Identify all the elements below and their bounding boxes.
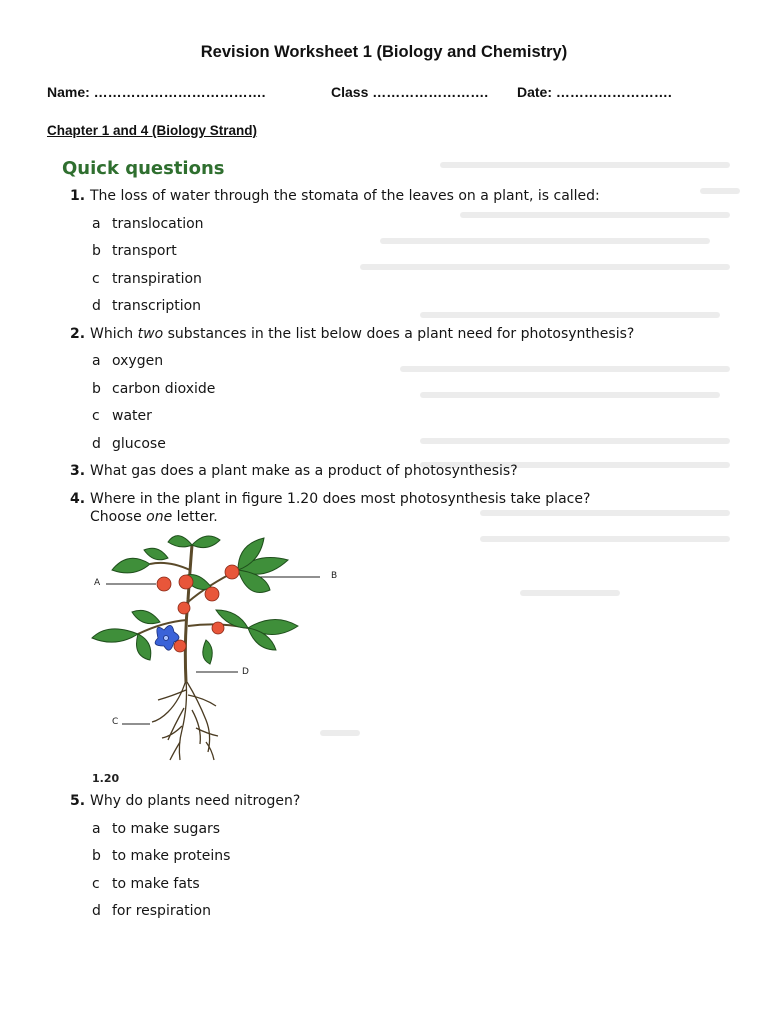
figure-label-d: D	[242, 667, 249, 677]
bleed-through-line	[400, 366, 730, 372]
question-5	[70, 793, 300, 809]
bleed-through-line	[440, 162, 730, 168]
question-number: 3.	[70, 463, 86, 479]
question-number: 1.	[70, 188, 86, 204]
bleed-through-line	[420, 392, 720, 398]
option-text: transport	[112, 243, 177, 259]
option-letter: d	[92, 298, 101, 314]
name-field: Name: ……………………………….	[47, 84, 266, 100]
question-number: 2.	[70, 326, 86, 342]
bleed-through-line	[700, 188, 740, 194]
bleed-through-line	[380, 238, 710, 244]
bleed-through-line	[520, 590, 620, 596]
figure-label-a: A	[94, 578, 101, 588]
option-1a	[92, 216, 204, 232]
bleed-through-line	[420, 438, 730, 444]
option-text: to make fats	[112, 876, 200, 892]
option-text: translocation	[112, 216, 204, 232]
question-number: 4.	[70, 491, 86, 507]
option-text: water	[112, 408, 152, 424]
option-text: glucose	[112, 436, 166, 452]
bleed-through-line	[420, 312, 720, 318]
option-text: transpiration	[112, 271, 202, 287]
question-text-emphasis: two	[137, 326, 164, 342]
question-text: Which	[90, 326, 138, 342]
figure-caption: 1.20	[92, 772, 120, 785]
option-text: oxygen	[112, 353, 164, 369]
class-field: Class …………………….	[331, 84, 489, 100]
question-text: What gas does a plant make as a product of photosynthesis?	[90, 463, 518, 479]
page-title: Revision Worksheet 1 (Biology and Chemistry)	[200, 43, 568, 61]
instruction-text: Choose	[90, 509, 147, 525]
option-letter: b	[92, 848, 101, 864]
bleed-through-line	[360, 264, 730, 270]
question-number: 5.	[70, 793, 86, 809]
scanned-questions	[0, 150, 768, 940]
instruction-emphasis: one	[146, 509, 173, 525]
option-letter: b	[92, 381, 101, 397]
option-5a	[92, 821, 220, 837]
option-letter: b	[92, 243, 101, 259]
option-text: for respiration	[112, 903, 211, 919]
option-text: transcription	[112, 298, 202, 314]
option-5c	[92, 876, 200, 892]
option-letter: d	[92, 903, 101, 919]
leaves	[92, 536, 298, 664]
question-4-instruction	[90, 509, 218, 525]
option-letter: c	[92, 876, 100, 892]
option-2c	[92, 408, 152, 424]
section-title: Quick questions	[62, 158, 225, 179]
chapter-heading: Chapter 1 and 4 (Biology Strand)	[47, 123, 258, 138]
option-letter: a	[92, 821, 101, 837]
option-5d	[92, 903, 211, 919]
branch	[150, 563, 190, 570]
question-text: Where in the plant in figure 1.20 does most photosynthesis take place?	[90, 491, 591, 507]
question-text: The loss of water through the stomata of the leaves on a plant, is called:	[90, 188, 600, 204]
option-letter: a	[92, 353, 101, 369]
option-letter: c	[92, 271, 100, 287]
option-2d	[92, 436, 166, 452]
roots	[152, 680, 218, 760]
option-2a	[92, 353, 163, 369]
figure-label-c: C	[112, 717, 119, 727]
option-letter: a	[92, 216, 101, 232]
date-field: Date: …………………….	[517, 84, 672, 100]
option-1b	[92, 243, 177, 259]
instruction-text: letter.	[172, 509, 218, 525]
figure-label-b: B	[331, 571, 338, 581]
question-2	[70, 326, 634, 342]
question-text: substances in the list below does a plant need for photosynthesis?	[163, 326, 635, 342]
bleed-through-line	[460, 212, 730, 218]
option-1d	[92, 298, 201, 314]
option-letter: d	[92, 436, 101, 452]
option-5b	[92, 848, 230, 864]
option-text: to make proteins	[112, 848, 231, 864]
plant-figure	[88, 530, 348, 770]
question-3	[70, 463, 518, 479]
option-letter: c	[92, 408, 100, 424]
bleed-through-line	[480, 536, 730, 542]
bleed-through-line	[480, 510, 730, 516]
question-1	[70, 188, 600, 204]
option-1c	[92, 271, 202, 287]
question-text: Why do plants need nitrogen?	[90, 793, 301, 809]
question-4	[70, 491, 590, 507]
option-2b	[92, 381, 215, 397]
option-text: carbon dioxide	[112, 381, 216, 397]
option-text: to make sugars	[112, 821, 221, 837]
